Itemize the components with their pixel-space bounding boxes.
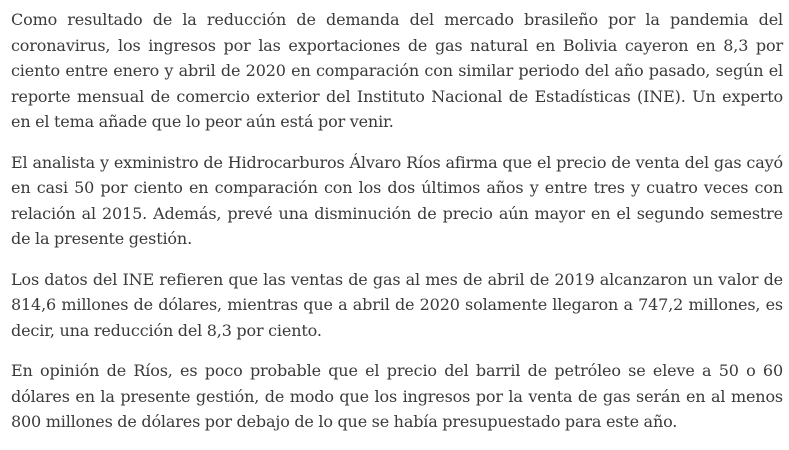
paragraph-3: Los datos del INE refieren que las ventas de gas al mes de abril de 2019 alcanzaron un valor de 814,6 millones de dólares, mientras que a abril de 2020 solamente llegaron a 747,2 millones, es decir, una reducción del 8,3 por ciento. — [11, 269, 783, 340]
paragraph-2: El analista y exministro de Hidrocarburos Álvaro Ríos afirma que el precio de venta del gas cayó en casi 50 por ciento en comparación con los dos últimos años y entre tres y cuatro veces con relación al 2015. Además, prevé una disminución de precio aún mayor en el segundo semestre de la presente gestión. — [11, 152, 783, 248]
paragraph-4: En opinión de Ríos, es poco probable que el precio del barril de petróleo se eleve a 50 o 60 dólares en la presente gestión, de modo que los ingresos por la venta de gas serán en al menos 800 millones de dólares por debajo de lo que se había presupuestado para este año. — [11, 361, 783, 431]
paragraph-1: Como resultado de la reducción de demanda del mercado brasileño por la pandemia del coronavirus, los ingresos por las exportaciones de gas natural en Bolivia cayeron en 8,3 por ciento entre enero y abril de 2020 en comparación con similar periodo del año pasado, según el reporte mensual de comercio exterior del Instituto Nacional de Estadísticas (INE). Un experto en el tema añade que lo peor aún está por venir. — [11, 10, 783, 131]
article-body — [11, 7, 783, 450]
